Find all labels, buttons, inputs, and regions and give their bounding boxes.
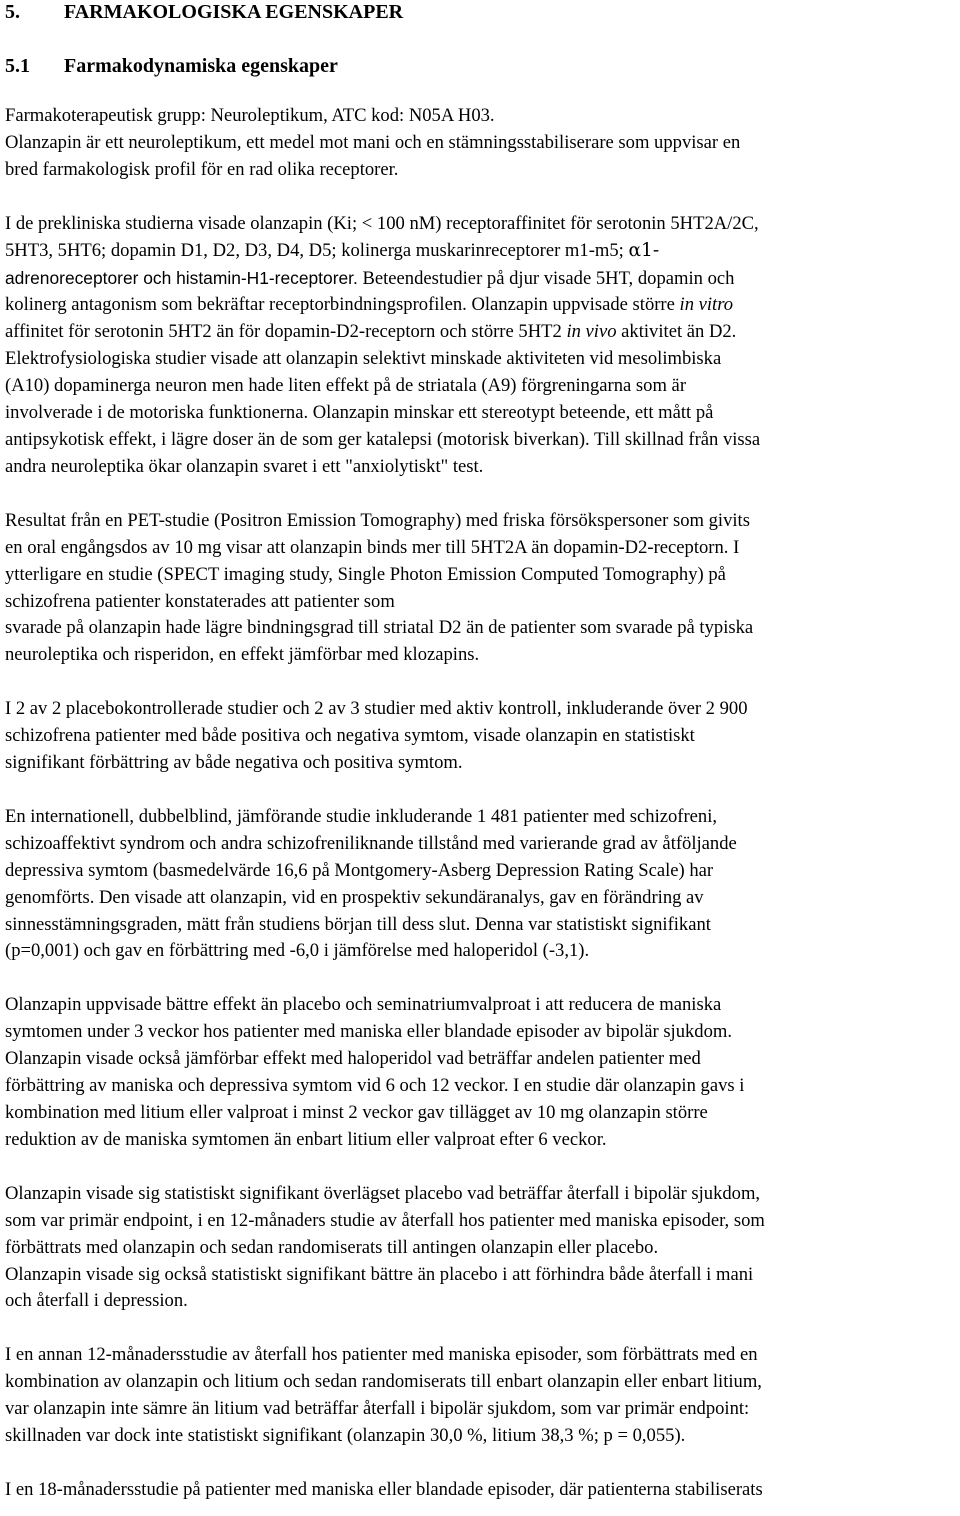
text-line: Farmakoterapeutisk grupp: Neuroleptikum, ATC kod: N05A H03. — [5, 105, 495, 126]
paragraph-international-study — [5, 804, 960, 965]
text-line: schizofrena patienter konstaterades att patienter som — [5, 590, 395, 612]
text-line: skillnaden var dock inte statistiskt signifikant (olanzapin 30,0 %, litium 38,3 %; p = 0,055). — [5, 1425, 686, 1447]
text-line: depressiva symtom (basmedelvärde 16,6 på Montgomery-Asberg Depression Rating Scale) har — [5, 859, 714, 881]
text-line: sinnesstämningsgraden, mätt från studiens början till dess slut. Denna var statistiskt signifikant — [5, 913, 711, 935]
text-line: schizoaffektivt syndrom och andra schizofreniliknande tillstånd med varierande grad av åtföljande — [5, 832, 737, 854]
paragraph-pharmacotherapeutic-group — [5, 103, 960, 184]
text-line: Resultat från en PET-studie (Positron Emission Tomography) med friska försökspersoner som givits — [5, 509, 750, 531]
text-line: (p=0,001) och gav en förbättring med -6,0 i jämförelse med haloperidol (-3,1). — [5, 940, 590, 962]
text-line: I de prekliniska studierna visade olanzapin (Ki; < 100 nM) receptoraffinitet för serotonin 5HT2A/2C, — [5, 212, 759, 234]
text-line: Elektrofysiologiska studier visade att olanzapin selektivt minskade aktiviteten vid mesolimbiska — [5, 348, 722, 370]
text-line: kombination av olanzapin och litium och sedan randomiserats till enbart olanzapin eller enbart litium, — [5, 1371, 762, 1393]
subsection-title: Farmakodynamiska egenskaper — [64, 55, 338, 77]
text-line: som var primär endpoint, i en 12-månaders studie av återfall hos patienter med maniska episoder, som — [5, 1209, 765, 1231]
text-line: Olanzapin uppvisade bättre effekt än placebo och seminatriumvalproat i att reducera de maniska — [5, 994, 722, 1016]
text-line: ytterligare en studie (SPECT imaging study, Single Photon Emission Computed Tomography) på — [5, 563, 726, 585]
text-line: var olanzapin inte sämre än litium vad beträffar återfall i bipolär sjukdom, som var primär endpoint: — [5, 1398, 750, 1420]
text-line: förbättring av maniska och depressiva symtom vid 6 och 12 veckor. I en studie där olanzapin gavs i — [5, 1075, 745, 1097]
text-line: I en annan 12-månadersstudie av återfall hos patienter med maniska episoder, som förbättrats med en — [5, 1344, 758, 1366]
text-line: symtomen under 3 veckor hos patienter med maniska eller blandade episoder av bipolär sjukdom. — [5, 1021, 733, 1043]
section-number: 5. — [5, 1, 20, 23]
text-line: Olanzapin visade sig statistiskt signifikant överlägset placebo vad beträffar återfall i bipolär sjukdom, — [5, 1182, 761, 1204]
text-line: antipsykotisk effekt, i lägre doser än de som ger katalepsi (motorisk biverkan). Till skillnad från vissa — [5, 428, 761, 450]
text-line: svarade på olanzapin hade lägre bindningsgrad till striatal D2 än de patienter som svarade på typiska — [5, 617, 754, 639]
text-line: Olanzapin är ett neuroleptikum, ett medel mot mani och en stämningsstabiliserare som uppvisar en — [5, 131, 741, 153]
paragraph-pet-study — [5, 508, 960, 669]
document-body — [5, 103, 960, 1504]
paragraph-placebo-controlled — [5, 696, 960, 777]
section-heading — [5, 0, 403, 25]
italic-term: in vitro — [679, 294, 734, 316]
text-line: genomförts. Den visade att olanzapin, vid en prospektiv sekundäranalys, gav en förändring av — [5, 886, 704, 908]
text-line: reduktion av de maniska symtomen än enbart litium eller valproat efter 6 veckor. — [5, 1128, 607, 1150]
section-title: FARMAKOLOGISKA EGENSKAPER — [64, 1, 404, 23]
text-line: och återfall i depression. — [5, 1290, 188, 1312]
text-segment: adrenoreceptorer och histamin-H1-receptorer. — [5, 267, 358, 288]
text-line: Olanzapin visade också jämförbar effekt med haloperidol vad beträffar andelen patienter med — [5, 1048, 701, 1070]
text-line — [5, 265, 960, 293]
text-segment: 5HT3, 5HT6; dopamin D1, D2, D3, D4, D5; kolinerga muskarinreceptorer m1-m5; — [5, 239, 629, 261]
text-segment: kolinerg antagonism som bekräftar receptorbindningsprofilen. Olanzapin uppvisade större — [5, 294, 680, 316]
text-line: schizofrena patienter med både positiva och negativa symtom, visade olanzapin en statistiskt — [5, 725, 695, 747]
text-line: I en 18-månadersstudie på patienter med maniska eller blandade episoder, där patienterna stabiliserats — [5, 1478, 763, 1500]
text-segment: aktivitet än D2. — [616, 321, 737, 343]
paragraph-relapse-lithium — [5, 1342, 960, 1450]
text-line: signifikant förbättring av både negativa och positiva symtom. — [5, 752, 463, 774]
text-line: kombination med litium eller valproat i minst 2 veckor gav tillägget av 10 mg olanzapin större — [5, 1102, 708, 1123]
paragraph-relapse-placebo — [5, 1181, 960, 1316]
text-line: förbättrats med olanzapin och sedan randomiserats till antingen olanzapin eller placebo. — [5, 1236, 659, 1258]
text-line: involverade i de motoriska funktionerna. Olanzapin minskar ett stereotypt beteende, ett mått på — [5, 402, 714, 424]
subsection-heading — [5, 53, 338, 79]
text-line: Olanzapin visade sig också statistiskt signifikant bättre än placebo i att förhindra både återfall i mani — [5, 1263, 754, 1285]
text-line: En internationell, dubbelblind, jämförande studie inkluderande 1 481 patienter med schizofreni, — [5, 805, 718, 827]
alpha-symbol: α1- — [628, 239, 660, 261]
text-line — [5, 319, 960, 346]
text-line: en oral engångsdos av 10 mg visar att olanzapin binds mer till 5HT2A än dopamin-D2-receptorn. I — [5, 536, 740, 558]
text-line: (A10) dopaminerga neuron men hade liten effekt på de striatala (A9) förgreningarna som är — [5, 375, 687, 397]
text-line: I 2 av 2 placebokontrollerade studier och 2 av 3 studier med aktiv kontroll, inkluderande över 2 900 — [5, 698, 748, 720]
text-line: bred farmakologisk profil för en rad olika receptorer. — [5, 158, 399, 180]
text-segment: affinitet för serotonin 5HT2 än för dopamin-D2-receptorn och större 5HT2 — [5, 321, 567, 343]
text-segment: Beteendestudier på djur visade 5HT, dopamin och — [357, 267, 735, 289]
text-line — [5, 238, 960, 265]
text-line: neuroleptika och risperidon, en effekt jämförbar med klozapins. — [5, 644, 480, 666]
paragraph-manic-symptoms — [5, 992, 960, 1153]
text-line: andra neuroleptika ökar olanzapin svaret i ett "anxiolytiskt" test. — [5, 455, 484, 477]
subsection-number: 5.1 — [5, 55, 30, 77]
paragraph-18-month-study — [5, 1477, 960, 1504]
text-line — [5, 292, 960, 319]
italic-term: in vivo — [566, 321, 617, 343]
paragraph-preclinical-studies — [5, 211, 960, 481]
